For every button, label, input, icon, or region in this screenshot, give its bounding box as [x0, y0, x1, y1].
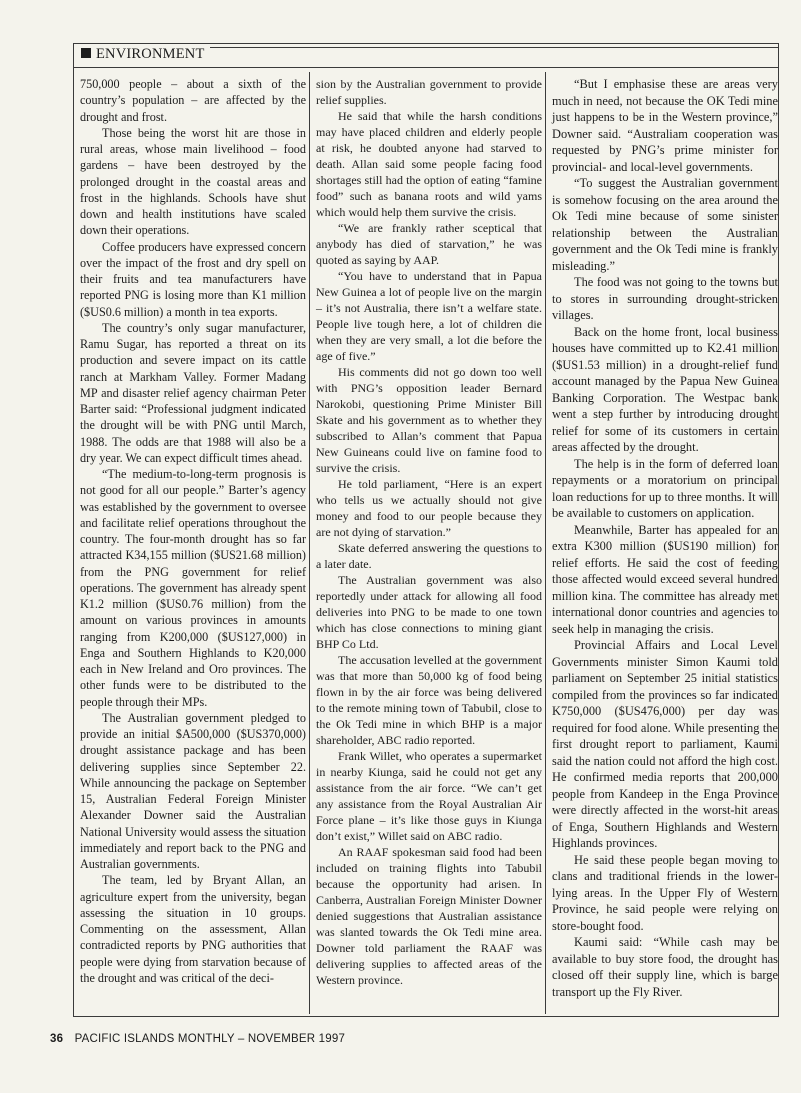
article-paragraph: “You have to understand that in Papua New Guinea a lot of people live on the margin – it’s not Australia, there isn’t a welfare state. People live tough here, a lot of children die when they are very small, a lot die before the age of five.” [316, 269, 542, 363]
article-paragraph: The help is in the form of deferred loan repayments or a moratorium on principal loan reductions for up to three months. It will be available to customers on application. [552, 456, 778, 520]
article-paragraph: Kaumi said: “While cash may be available to buy store food, the drought has closed off their supply line, which is barge transport up the Fly River. [552, 935, 778, 999]
page-number: 36 [50, 1033, 64, 1045]
article-paragraph: “The medium-to-long-term prognosis is not good for all our people.” Barter’s agency was established by the government to oversee and facilitate relief operations throughout the country. The four-month drought has so far attracted K34,155 million ($US21.68 million) from the PNG government for relief operations. The government has already spent K1.2 million ($US0.76 million) from the amount on various provinces in amounts ranging from K200,000 ($US127,000) in Enga and Southern Highlands to K20,000 each in New Ireland and Oro provinces. The other funds were to be distributed to the people through their MPs. [80, 467, 306, 709]
article-paragraph: Back on the home front, local business houses have committed up to K2.41 million ($US1.53 million) in a drought-relief fund account managed by the Papua New Guinea Banking Corporation. The Westpac bank went a step further by introducing drought relief for some of its customers in certain areas affected by the drought. [552, 324, 778, 454]
header-rule [73, 67, 779, 68]
article-paragraph: His comments did not go down too well with PNG’s opposition leader Bernard Narokobi, questioning Prime Minister Bill Skate and his government as to whether they subscribed to Allan’s comment that Papua New Guineans could live on famine food to survive the crisis. [316, 365, 542, 475]
column-divider [545, 72, 546, 1014]
article-column-2 [316, 76, 542, 988]
article-paragraph: “But I emphasise these are areas very much in need, not because the OK Tedi mine just happens to be in the Western province,” Downer said. “Australiam cooperation was requested by PNG’s prime minister for provincial- and local-level governments. [552, 77, 778, 174]
article-paragraph: “We are frankly rather sceptical that anybody has died of starvation,” he was quoted as saying by AAP. [316, 221, 542, 267]
article-paragraph: Those being the worst hit are those in rural areas, whose main livelihood – food gardens – have been destroyed by the prolonged drought in the coastal areas and frost in the highlands. Schools have shut down and health institutions have scaled down their operations. [80, 125, 306, 238]
article-paragraph: The country’s only sugar manufacturer, Ramu Sugar, has reported a threat on its production and severe impact on its cattle ranch at Markham Valley. Former Madang MP and disaster relief agency chairman Peter Barter said: “Professional judgment indicated the drought will be with PNG until March, 1988. The odds are that 1988 will also be a dry year. We can expect difficult times ahead. [80, 320, 306, 465]
article-paragraph: Frank Willet, who operates a supermarket in nearby Kiunga, said he could not get any assistance from the air force. “We can’t get any assistance from the Royal Australian Air Force plane – it’s like those guys in Kiunga don’t exist,” Willet said on ABC radio. [316, 749, 542, 843]
article-paragraph: The food was not going to the towns but to stores in surrounding drought-stricken villages. [552, 275, 778, 322]
section-header [73, 43, 779, 67]
page-footer [50, 1033, 345, 1045]
article-paragraph: He said these people began moving to clans and traditional friends in the lower-lying areas. In the Upper Fly of Western Province, he said people were relying on store-bought food. [552, 852, 778, 933]
article-paragraph: Meanwhile, Barter has appealed for an extra K300 million ($US190 million) for relief efforts. He said the cost of feeding those affected would exceed several hundred million kina. The committee has already met international donor countries and agencies to seek help in managing the crisis. [552, 522, 778, 636]
article-column-3 [552, 76, 778, 1000]
article-paragraph: Coffee producers have expressed concern over the impact of the frost and dry spell on their fruits and tea manufacturers have reported PNG is losing more than K1 million ($US0.6 million) a month in tea exports. [80, 239, 306, 319]
publication-line: PACIFIC ISLANDS MONTHLY – NOVEMBER 1997 [74, 1033, 346, 1045]
article-paragraph: “To suggest the Australian government is somehow focusing on the area around the Ok Tedi mine because of some sinister relationship between the Australian government and the Ok Tedi mine is frankly misleading.” [552, 176, 778, 273]
article-paragraph: The accusation levelled at the government was that more than 50,000 kg of food being flown in by the air force was being delivered to the remote mining town of Tabubil, close to the Ok Tedi mine in which BHP is a major shareholder, ABC radio reported. [316, 653, 542, 747]
article-paragraph: Provincial Affairs and Local Level Governments minister Simon Kaumi told parliament on September 25 initial statistics compiled from the provinces so far indicated K750,000 ($US476,000) per day was required for food alone. While presenting the first drought report to parliament, Kaumi said the nation could not afford the high cost. He confirmed media reports that 200,000 people from Kandeep in the Enga Province were directly affected in the worst-hit areas of Enga, Southern Highlands and Western Highlands provinces. [552, 638, 778, 850]
article-paragraph: The Australian government pledged to provide an initial $A500,000 ($US370,000) drought assistance package and has been delivering supplies since September 22. While announcing the package on September 15, Australian Federal Foreign Minister Alexander Downer said the Australian National University would assess the situation immediately and report back to the PNG and Australian governments. [80, 710, 306, 871]
article-column-1 [80, 76, 306, 986]
article-paragraph: He told parliament, “Here is an expert who tells us we actually should not give money and food to our people because they are not dying of starvation.” [316, 477, 542, 539]
section-square-icon [81, 48, 91, 58]
article-paragraph: Skate deferred answering the questions to a later date. [316, 541, 542, 571]
article-paragraph: 750,000 people – about a sixth of the country’s population – are affected by the drought and frost. [80, 77, 306, 124]
column-divider [309, 72, 310, 1014]
section-label [81, 46, 205, 63]
article-paragraph: sion by the Australian government to provide relief supplies. [316, 77, 542, 107]
article-paragraph: The team, led by Bryant Allan, an agriculture expert from the university, began assessing the situation in 10 groups. Commenting on the assessment, Allan contradicted reports by PNG authorities that people were dying from starvation because of the drought and was critical of the deci- [80, 873, 306, 985]
article-paragraph: He said that while the harsh conditions may have placed children and elderly people at risk, he doubted anyone had starved to death. Allan said some people facing food shortages still had the option of eating “famine food” such as banana roots and wild yams which would help them survive the crisis. [316, 109, 542, 219]
article-paragraph: An RAAF spokesman said food had been included on training flights into Tabubil because the opportunity had arisen. In Canberra, Australian Foreign Minister Downer denied suggestions that Australian assistance was slanted towards the Ok Tedi mine area. Downer told parliament the RAAF was delivering supplies to affected areas of the Western province. [316, 845, 542, 987]
article-paragraph: The Australian government was also reportedly under attack for allowing all food deliveries into PNG to be made to one town which has close connections to mining giant BHP Co Ltd. [316, 573, 542, 651]
section-title: ENVIRONMENT [96, 46, 205, 62]
